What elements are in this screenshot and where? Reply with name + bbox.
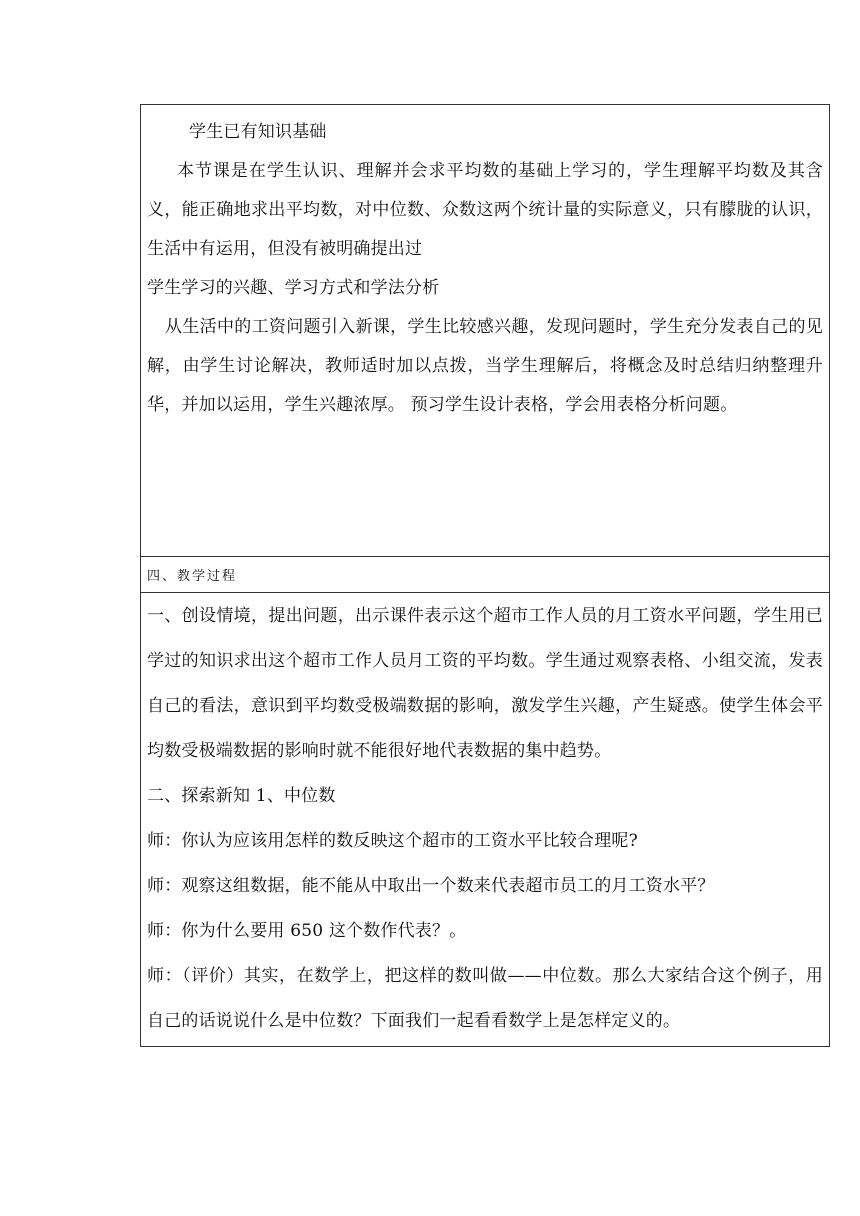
interest-paragraph: 从生活中的工资问题引入新课，学生比较感兴趣，发现问题时，学生充分发表自己的见解，由学生讨论解决，教师适时加以点拨，当学生理解后，将概念及时总结归纳整理升华，并加以运用，学生兴趣浓厚。 预习学生设计表格，学会用表格分析问题。 xyxy=(147,317,823,415)
knowledge-heading: 学生已有知识基础 xyxy=(189,122,327,142)
student-analysis-cell xyxy=(141,105,829,557)
teacher-question-1: 师：你认为应该用怎样的数反映这个超市的工资水平比较合理呢? xyxy=(147,831,638,851)
teacher-question-4: 师：（评价）其实，在数学上，把这样的数叫做——中位数。那么大家结合这个例子，用自己的话说说什么是中位数？下面我们一起看看数学上是怎样定义的。 xyxy=(147,966,823,1031)
process-step-1: 一、创设情境，提出问题，出示课件表示这个超市工作人员的月工资水平问题，学生用已学过的知识求出这个超市工作人员月工资的平均数。学生通过观察表格、小组交流，发表自己的看法，意识到平均数受极端数据的影响，激发学生兴趣，产生疑惑。使学生体会平均数受极端数据的影响时就不能很好地代表数据的集中趋势。 xyxy=(147,606,823,761)
teaching-process-heading: 四、教学过程 xyxy=(147,569,238,584)
teacher-question-3: 师：你为什么要用 650 这个数作代表？。 xyxy=(147,921,467,941)
teaching-process-heading-cell xyxy=(141,557,829,593)
teacher-question-2: 师：观察这组数据，能不能从中取出一个数来代表超市员工的月工资水平？ xyxy=(147,876,715,896)
process-step-2-title: 二、探索新知 1、中位数 xyxy=(147,786,336,806)
lesson-plan-table xyxy=(140,104,830,1047)
interest-heading: 学生学习的兴趣、学习方式和学法分析 xyxy=(147,278,440,298)
knowledge-paragraph: 本节课是在学生认识、理解并会求平均数的基础上学习的，学生理解平均数及其含义，能正确地求出平均数，对中位数、众数这两个统计量的实际意义，只有朦胧的认识，生活中有运用，但没有被明确提出过 xyxy=(147,161,823,259)
teaching-process-cell xyxy=(141,594,829,1046)
